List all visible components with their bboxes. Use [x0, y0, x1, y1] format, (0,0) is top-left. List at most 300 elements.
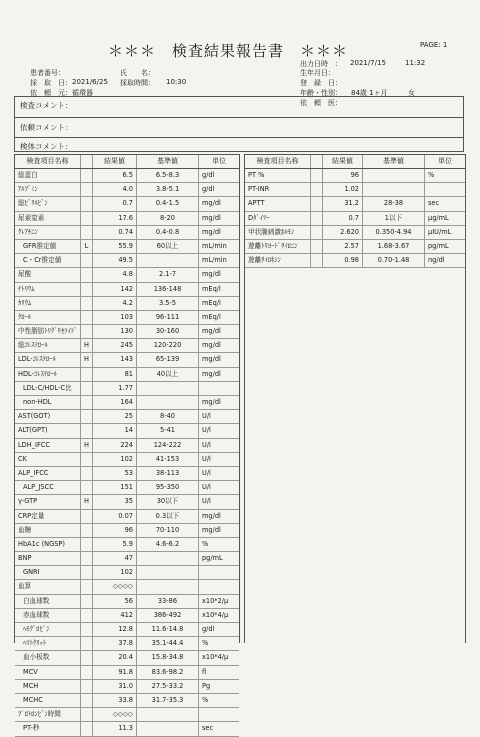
collect-date: 2021/6/25 [72, 78, 108, 86]
result-row [15, 637, 239, 651]
result-unit: Pg [202, 681, 211, 690]
result-unit: mg/dl [202, 270, 221, 279]
result-value: 56 [93, 595, 137, 608]
reference-range: 60以上 [137, 240, 199, 253]
result-unit: U/l [202, 483, 211, 492]
reference-range: 11.6-14.8 [137, 623, 199, 636]
result-unit: mEq/l [202, 298, 221, 307]
result-row [15, 722, 239, 736]
result-row [15, 410, 239, 424]
result-unit: U/l [202, 412, 211, 421]
result-flag [81, 722, 93, 735]
test-comment-box [14, 96, 464, 118]
result-value: 96 [93, 524, 137, 537]
result-value: 412 [93, 609, 137, 622]
result-value: 0.74 [93, 226, 137, 239]
result-unit: % [202, 639, 209, 648]
result-flag [81, 666, 93, 679]
result-row [15, 481, 239, 495]
result-name: 甲状腺刺激ﾎﾙﾓﾝ [245, 226, 311, 239]
result-row [15, 524, 239, 538]
result-flag [81, 226, 93, 239]
result-row [15, 226, 239, 240]
result-name: MCH [15, 680, 81, 693]
reference-range: 136-148 [137, 283, 199, 296]
output-date: 2021/7/15 [350, 59, 386, 67]
result-unit [199, 708, 239, 721]
result-name: ﾍﾏﾄｸﾘｯﾄ [15, 637, 81, 650]
result-flag [81, 538, 93, 551]
result-name: ｸﾛｰﾙ [15, 311, 81, 324]
reference-range: 40以上 [137, 368, 199, 381]
result-row [15, 240, 239, 254]
result-value: 164 [93, 396, 137, 409]
result-flag [81, 609, 93, 622]
reference-range: 65-139 [137, 353, 199, 366]
reference-range [137, 254, 199, 267]
result-row [15, 453, 239, 467]
result-name: 遊離ｻｲﾛｷｼﾝ [245, 254, 311, 267]
result-name: ALP_IFCC [15, 467, 81, 480]
result-row [15, 396, 239, 410]
result-unit: % [428, 171, 435, 179]
left-table-header [15, 155, 239, 169]
reference-range: 1以下 [363, 212, 425, 225]
result-unit: mEq/l [202, 312, 221, 321]
col-name-header: 検査項目名称 [15, 155, 81, 168]
registration-label: 登 録 日： [300, 79, 342, 87]
col-ref-header: 基準値 [363, 155, 425, 168]
result-row [15, 197, 239, 211]
result-row [15, 339, 239, 353]
reference-range: 33-86 [137, 595, 199, 608]
doctor-label: 依 頼 医： [300, 99, 342, 107]
result-name: HDL-ｺﾚｽﾃﾛｰﾙ [15, 368, 81, 381]
result-row [15, 424, 239, 438]
result-row [245, 226, 465, 240]
specimen-comment-box [14, 138, 464, 152]
result-value: 1.02 [323, 183, 363, 196]
result-unit: mL/min [202, 241, 227, 250]
reference-range [137, 566, 199, 579]
result-flag: H [81, 495, 93, 508]
result-name: ｱﾙﾌﾞﾐﾝ [15, 183, 81, 196]
reference-range: 30-160 [137, 325, 199, 338]
result-flag [81, 283, 93, 296]
collect-time: 10:30 [166, 78, 187, 86]
result-value: 96 [323, 169, 363, 182]
result-row [15, 169, 239, 183]
result-unit: pg/mL [428, 241, 449, 250]
col-value-header: 結果値 [93, 155, 137, 168]
result-name: ﾅﾄﾘｳﾑ [15, 283, 81, 296]
result-unit: mEq/l [202, 284, 221, 293]
result-name: LDL-C/HDL-C比 [15, 382, 81, 395]
reference-range [137, 722, 199, 735]
result-unit: g/dl [202, 185, 215, 194]
result-unit: μg/mL [428, 213, 449, 222]
col-flag-header [311, 155, 323, 168]
result-flag [81, 183, 93, 196]
result-row [15, 439, 239, 453]
result-value: 14 [93, 424, 137, 437]
result-name: 尿酸 [15, 268, 81, 281]
result-value: 4.2 [93, 297, 137, 310]
result-flag [81, 566, 93, 579]
result-flag [81, 212, 93, 225]
result-row [15, 552, 239, 566]
reference-range: 8-40 [137, 410, 199, 423]
result-value: 0.98 [323, 254, 363, 267]
result-name: APTT [245, 197, 311, 210]
result-value: 4.8 [93, 268, 137, 281]
result-value: 81 [93, 368, 137, 381]
reference-range: 96-111 [137, 311, 199, 324]
result-unit: mg/dl [202, 369, 221, 378]
reference-range: 386-492 [137, 609, 199, 622]
output-date-label: 出力日時 ： [300, 60, 342, 68]
requester-label: 依 頼 元： [30, 89, 72, 97]
col-name-header: 検査項目名称 [245, 155, 311, 168]
result-row [15, 580, 239, 594]
result-value: 31.0 [93, 680, 137, 693]
result-value: 5.9 [93, 538, 137, 551]
collect-date-label: 採 取 日： [30, 79, 72, 87]
result-row [15, 708, 239, 722]
result-name: LDH_IFCC [15, 439, 81, 452]
result-value: 142 [93, 283, 137, 296]
result-row [245, 183, 465, 197]
result-name: BNP [15, 552, 81, 565]
reference-range: 8-20 [137, 212, 199, 225]
result-value: 102 [93, 566, 137, 579]
result-name: 総ﾋﾞﾘﾙﾋﾞﾝ [15, 197, 81, 210]
result-name: 遊離ﾄﾘﾖｰﾄﾞｻｲﾛﾆﾝ [245, 240, 311, 253]
result-row [245, 254, 465, 268]
dob-label: 生年月日： [300, 69, 335, 77]
result-unit: g/dl [202, 171, 215, 179]
result-flag [81, 680, 93, 693]
report-title: ＊＊＊ 検査結果報告書 ＊＊＊ [108, 42, 349, 60]
result-flag [81, 467, 93, 480]
result-row [15, 510, 239, 524]
reference-range [137, 708, 199, 721]
result-row [15, 495, 239, 509]
specimen-comment-label: 検体コメント： [20, 142, 73, 151]
result-flag [81, 510, 93, 523]
result-name: GFR推定値 [15, 240, 81, 253]
col-unit-header: 単位 [212, 157, 226, 165]
test-comment-label: 検査コメント： [20, 101, 73, 110]
collect-time-label: 採取時間： [120, 79, 155, 87]
request-comment-label: 依頼コメント： [20, 123, 73, 132]
result-row [15, 268, 239, 282]
result-row [15, 283, 239, 297]
result-flag [81, 197, 93, 210]
result-flag [311, 212, 323, 225]
result-value: 130 [93, 325, 137, 338]
result-name: 血糖 [15, 524, 81, 537]
result-value: 33.8 [93, 694, 137, 707]
result-row [15, 538, 239, 552]
result-unit: U/l [202, 426, 211, 435]
result-row [245, 197, 465, 211]
result-value: 0.7 [93, 197, 137, 210]
result-flag [311, 254, 323, 267]
reference-range: 28-38 [363, 197, 425, 210]
request-comment-box [14, 118, 464, 138]
result-row [15, 680, 239, 694]
result-name: 総蛋白 [15, 169, 81, 182]
reference-range [137, 552, 199, 565]
right-results-table [244, 154, 466, 643]
result-row [15, 325, 239, 339]
reference-range [137, 396, 199, 409]
result-name: 赤血球数 [15, 609, 81, 622]
result-name: CK [15, 453, 81, 466]
reference-range: 3.8-5.1 [137, 183, 199, 196]
result-unit: mg/dl [202, 213, 221, 222]
result-row [15, 311, 239, 325]
result-row [15, 623, 239, 637]
result-flag [81, 396, 93, 409]
result-unit: mg/dl [202, 327, 221, 336]
result-name: GNRI [15, 566, 81, 579]
result-unit: U/l [202, 454, 211, 463]
reference-range: 6.5-8.3 [137, 169, 199, 182]
result-unit: x10*2/μ [202, 596, 229, 605]
result-unit: % [202, 539, 209, 548]
result-unit: fl [202, 667, 207, 676]
result-name: ﾌﾟﾛﾄﾛﾝﾋﾞﾝ時間 [15, 708, 81, 721]
result-flag [311, 226, 323, 239]
result-flag [81, 368, 93, 381]
result-name: LDL-ｺﾚｽﾃﾛｰﾙ [15, 353, 81, 366]
result-flag [81, 481, 93, 494]
result-name: MCHC [15, 694, 81, 707]
result-name: 中性脂肪ﾄﾘｸﾞﾘｾﾗｲﾄﾞ [15, 325, 81, 338]
result-flag [81, 694, 93, 707]
result-name: γ-GTP [15, 495, 81, 508]
result-flag [81, 651, 93, 664]
reference-range: 4.6-6.2 [137, 538, 199, 551]
result-value: 25 [93, 410, 137, 423]
reference-range: 35.1-44.4 [137, 637, 199, 650]
result-row [15, 666, 239, 680]
result-unit: mg/dl [202, 398, 221, 406]
result-value: 12.8 [93, 623, 137, 636]
result-row [15, 595, 239, 609]
result-unit: x10*4/μ [202, 653, 229, 662]
result-name: 血小板数 [15, 651, 81, 664]
result-unit: mg/dl [202, 355, 221, 364]
reference-range: 2.1-7 [137, 268, 199, 281]
result-value: 31.2 [323, 197, 363, 210]
result-value: 2.57 [323, 240, 363, 253]
result-value: ◇◇◇◇ [93, 580, 137, 593]
name-label: 氏 名： [120, 69, 155, 77]
result-value: 0.07 [93, 510, 137, 523]
result-value: 0.7 [323, 212, 363, 225]
result-name: AST(GOT) [15, 410, 81, 423]
reference-range: 31.7-35.3 [137, 694, 199, 707]
result-name: PT % [245, 169, 311, 182]
reference-range [137, 382, 199, 395]
result-flag [81, 580, 93, 593]
result-row [15, 467, 239, 481]
reference-range: 95-350 [137, 481, 199, 494]
reference-range: 41-153 [137, 453, 199, 466]
result-name: ALT(GPT) [15, 424, 81, 437]
reference-range: 27.5-33.2 [137, 680, 199, 693]
result-row [245, 212, 465, 226]
reference-range: 0.4-1.5 [137, 197, 199, 210]
result-name: MCV [15, 666, 81, 679]
reference-range: 0.3以下 [137, 510, 199, 523]
result-flag [81, 254, 93, 267]
result-flag [81, 708, 93, 721]
result-value: 4.0 [93, 183, 137, 196]
result-name: 血算 [15, 580, 81, 593]
reference-range [363, 183, 425, 196]
reference-range: 30以下 [137, 495, 199, 508]
requester: 循環器 [72, 89, 93, 97]
result-name: Dﾀﾞｲﾏｰ [245, 212, 311, 225]
result-flag: H [81, 439, 93, 452]
result-value: 35 [93, 495, 137, 508]
reference-range: 83.6-98.2 [137, 666, 199, 679]
result-value: 91.8 [93, 666, 137, 679]
result-name: PT-秒 [15, 722, 81, 735]
result-value: 49.5 [93, 254, 137, 267]
result-value: 102 [93, 453, 137, 466]
result-value: 37.8 [93, 637, 137, 650]
age-sex-label: 年齢・性別： [300, 89, 342, 97]
result-name: C・Cr推定値 [15, 254, 81, 267]
result-flag [81, 552, 93, 565]
result-value: 2.620 [323, 226, 363, 239]
reference-range: 1.68-3.67 [363, 240, 425, 253]
result-name: 総ｺﾚｽﾃﾛｰﾙ [15, 339, 81, 352]
reference-range: 15.8-34.8 [137, 651, 199, 664]
result-name: 尿素窒素 [15, 212, 81, 225]
col-unit-header: 単位 [438, 157, 452, 165]
result-unit [199, 580, 239, 593]
result-name: non-HDL [15, 396, 81, 409]
reference-range: 5-41 [137, 424, 199, 437]
result-value: 55.9 [93, 240, 137, 253]
result-name: ALP_JSCC [15, 481, 81, 494]
result-value: 53 [93, 467, 137, 480]
result-row [15, 382, 239, 396]
result-flag [81, 410, 93, 423]
result-row [15, 368, 239, 382]
result-value: ◇◇◇◇ [93, 708, 137, 721]
left-results-table [14, 154, 240, 733]
result-unit: mg/dl [202, 511, 221, 520]
right-table-header [245, 155, 465, 169]
result-flag [81, 637, 93, 650]
result-name: ﾍﾓｸﾞﾛﾋﾞﾝ [15, 623, 81, 636]
result-value: 11.3 [93, 722, 137, 735]
result-value: 17.6 [93, 212, 137, 225]
result-row [245, 240, 465, 254]
result-unit: U/l [202, 440, 211, 449]
reference-range: 70-110 [137, 524, 199, 537]
result-flag [81, 424, 93, 437]
result-unit: sec [202, 724, 214, 733]
reference-range: 3.5-5 [137, 297, 199, 310]
result-unit: U/l [202, 468, 211, 477]
result-value: 224 [93, 439, 137, 452]
result-unit: U/l [202, 497, 211, 506]
reference-range: 38-113 [137, 467, 199, 480]
age: 84歳 1ヶ月 [351, 89, 388, 97]
result-flag [311, 197, 323, 210]
result-value: 20.4 [93, 651, 137, 664]
result-name: ｶﾘｳﾑ [15, 297, 81, 310]
result-flag [81, 325, 93, 338]
result-name: ｸﾚｱﾁﾆﾝ [15, 226, 81, 239]
result-value: 1.77 [93, 382, 137, 395]
reference-range [363, 169, 425, 182]
result-unit: μIU/mL [428, 227, 452, 236]
result-flag [81, 311, 93, 324]
result-row [15, 651, 239, 665]
result-row [15, 183, 239, 197]
result-unit: % [202, 695, 209, 704]
col-flag-header [81, 155, 93, 168]
result-name: HbA1c (NGSP) [15, 538, 81, 551]
reference-range: 120-220 [137, 339, 199, 352]
result-flag [311, 240, 323, 253]
result-unit [425, 183, 465, 196]
result-row [15, 212, 239, 226]
result-name: 白血球数 [15, 595, 81, 608]
result-flag: L [81, 240, 93, 253]
result-flag [311, 183, 323, 196]
result-unit: mL/min [202, 256, 227, 265]
result-row [15, 297, 239, 311]
result-unit: mg/dl [202, 227, 221, 236]
result-value: 245 [93, 339, 137, 352]
col-ref-header: 基準値 [137, 155, 199, 168]
result-unit: x10*4/μ [202, 610, 229, 619]
result-name: CRP定量 [15, 510, 81, 523]
result-flag: H [81, 353, 93, 366]
result-flag [81, 268, 93, 281]
patient-id-label: 患者番号： [30, 69, 65, 77]
result-row [15, 609, 239, 623]
reference-range: 124-222 [137, 439, 199, 452]
result-flag [81, 453, 93, 466]
result-unit: mg/dl [202, 341, 221, 350]
result-unit [199, 382, 239, 395]
result-value: 6.5 [93, 169, 137, 182]
reference-range: 0.70-1.48 [363, 254, 425, 267]
sex: 女 [408, 89, 415, 97]
col-value-header: 結果値 [323, 155, 363, 168]
page-number: PAGE: 1 [420, 41, 448, 49]
result-unit: mg/dl [202, 525, 221, 534]
result-value: 151 [93, 481, 137, 494]
reference-range: 0.4-0.8 [137, 226, 199, 239]
result-flag [81, 623, 93, 636]
result-flag [311, 169, 323, 182]
reference-range [137, 580, 199, 593]
result-row [15, 353, 239, 367]
result-unit [199, 566, 239, 579]
